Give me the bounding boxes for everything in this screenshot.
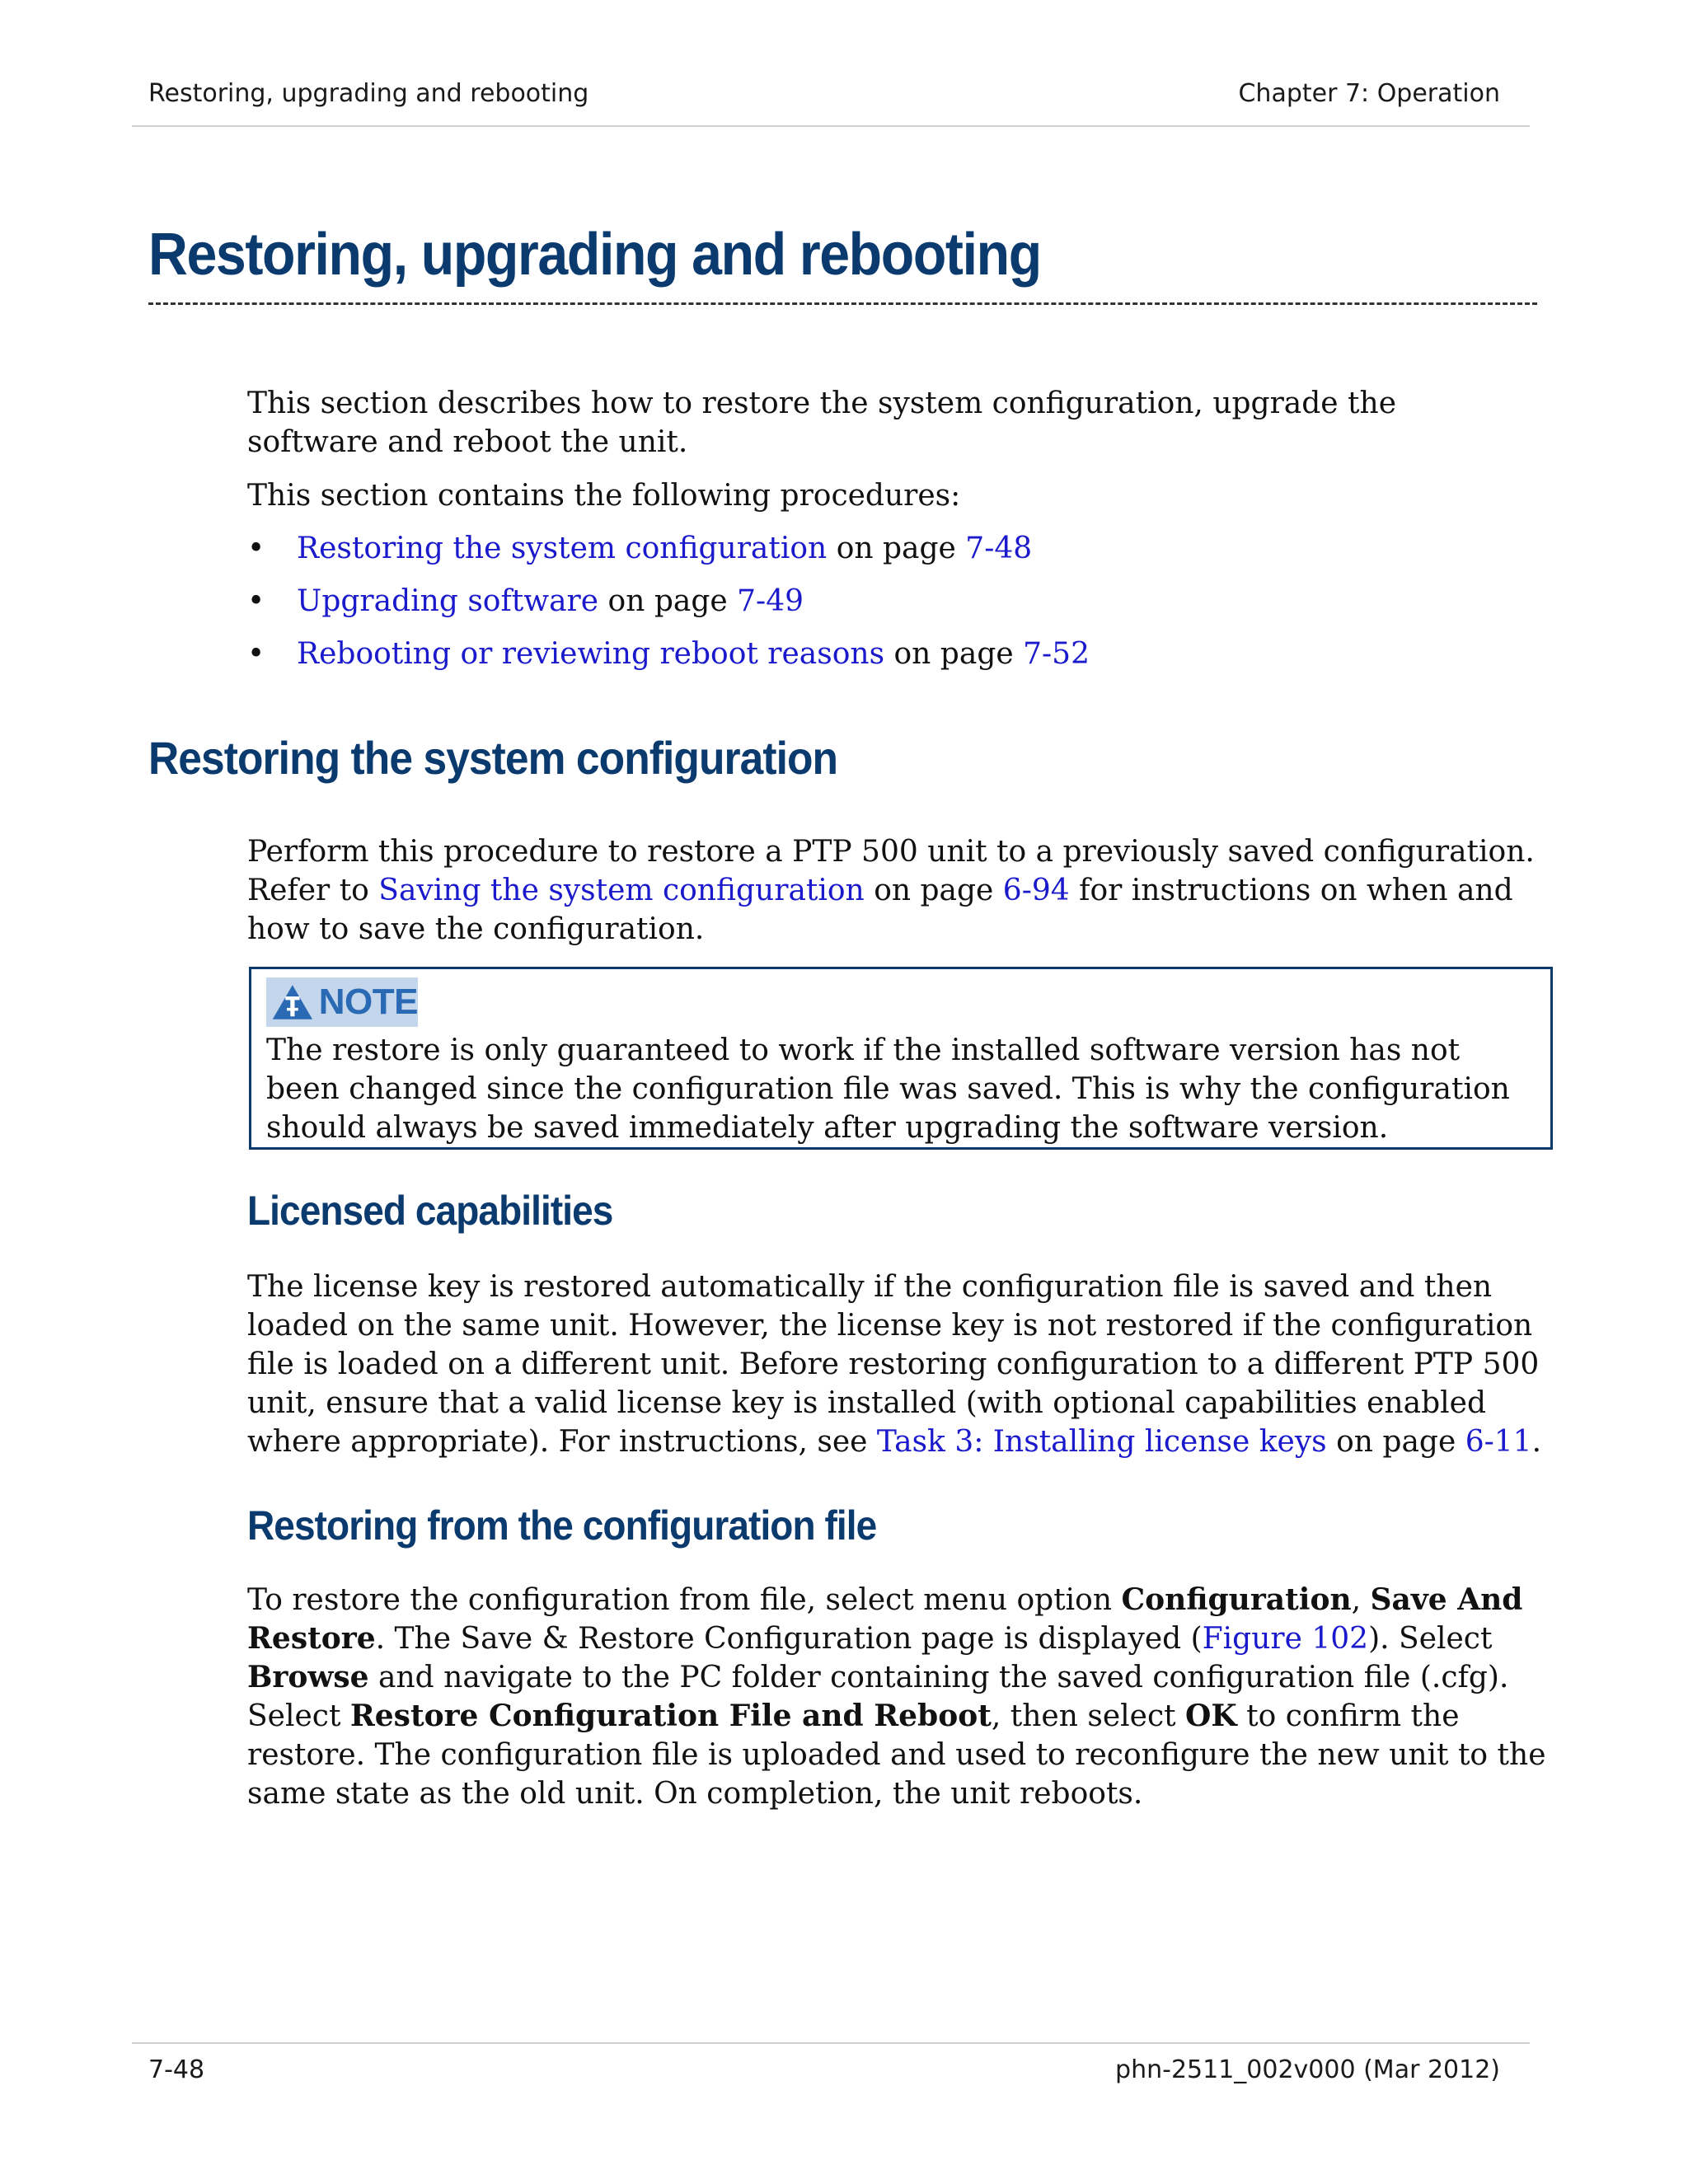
restore-file-paragraph: To restore the configuration from file, select menu option Configuration, Save And Restore. The Save & Restore Configuration page is displayed (Figure 102). Select Browse and navigate to the PC folder containing the saved configuration file (.cfg). Select Restore Configuration File and Reboot, then select OK to confirm the restore. The configuration file is uploaded and used to reconfigure the new unit to the same state as the old unit. On completion, the unit reboots. — [247, 1582, 1546, 1811]
subsection-heading-licensed: Licensed capabilities — [247, 1188, 613, 1234]
footer-rule — [132, 2042, 1530, 2044]
restore-intro-paragraph: Perform this procedure to restore a PTP 500 unit to a previously saved configuration. Refer to Saving the system configuration on page 6-94 for instructions on when and how to save the configuration. — [247, 835, 1535, 946]
licensed-paragraph: The license key is restored automatically if the configuration file is saved and then loaded on the same unit. However, the license key is not restored if the configuration file is loaded on a different unit. Before restoring configuration to a different PTP 500 unit, ensure that a valid license key is installed (with optional capabilities enabled where appropriate). For instructions, see Task 3: Installing license keys on page 6-11. — [247, 1270, 1542, 1459]
page-link[interactable]: 6-94 — [1002, 874, 1070, 907]
list-item: • Rebooting or reviewing reboot reasons on page 7-52 — [247, 635, 1533, 687]
note-label: NOTE — [318, 982, 418, 1022]
page-link[interactable]: 7-48 — [965, 532, 1033, 565]
saving-config-link[interactable]: Saving the system configuration — [378, 874, 865, 907]
note-warning-icon — [271, 981, 314, 1024]
procedure-link-upgrade[interactable]: Upgrading software — [297, 584, 599, 618]
procedure-list — [247, 529, 1533, 687]
procedure-link-restore[interactable]: Restoring the system configuration — [297, 532, 828, 565]
page-link[interactable]: 6-11 — [1465, 1425, 1532, 1459]
note-badge — [266, 977, 418, 1027]
page-title: Restoring, upgrading and rebooting — [148, 222, 1041, 288]
figure-link[interactable]: Figure 102 — [1202, 1622, 1369, 1656]
intro-paragraph: This section describes how to restore the system configuration, upgrade the software and reboot the unit. — [247, 387, 1397, 459]
title-dashed-rule — [148, 302, 1537, 305]
section-heading-restore: Restoring the system configuration — [148, 732, 838, 784]
running-header-left: Restoring, upgrading and rebooting — [148, 79, 589, 108]
running-header-right: Chapter 7: Operation — [1238, 79, 1500, 108]
procedure-link-reboot[interactable]: Rebooting or reviewing reboot reasons — [297, 637, 885, 671]
note-text: The restore is only guaranteed to work if the installed software version has not been changed since the configuration file was saved. This is why the configuration should always be saved immediately after upgrading the software version. — [266, 1033, 1510, 1145]
list-item: • Restoring the system configuration on page 7-48 — [247, 529, 1533, 582]
list-item: • Upgrading software on page 7-49 — [247, 582, 1533, 635]
page-number: 7-48 — [148, 2055, 205, 2084]
header-rule — [132, 125, 1530, 127]
note-box — [249, 967, 1553, 1150]
license-keys-link[interactable]: Task 3: Installing license keys — [876, 1425, 1327, 1459]
subsection-heading-restore-file: Restoring from the configuration file — [247, 1502, 877, 1549]
page-link[interactable]: 7-52 — [1023, 637, 1090, 671]
document-id: phn-2511_002v000 (Mar 2012) — [1115, 2055, 1500, 2084]
page-link[interactable]: 7-49 — [737, 584, 804, 618]
procedures-lead: This section contains the following procedures: — [247, 479, 961, 513]
